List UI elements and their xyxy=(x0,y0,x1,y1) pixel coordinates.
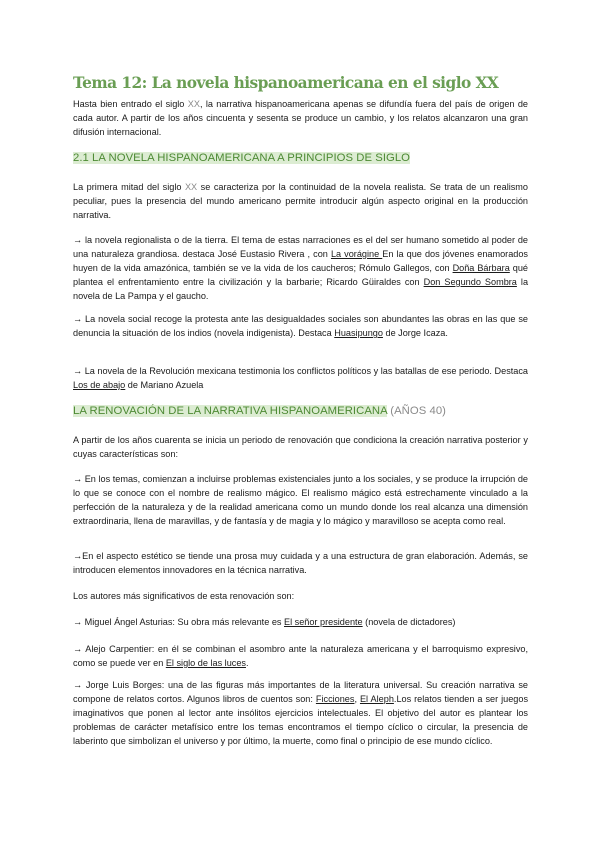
text: → La novela de la Revolución mexicana testimonia los conflictos políticos y las batallas de ese periodo. Destaca xyxy=(73,366,528,376)
section-heading-suffix: (AÑOS 40) xyxy=(387,405,446,417)
section-heading-text: 2.1 LA NOVELA HISPANOAMERICANA A PRINCIPIOS DE SIGLO xyxy=(73,152,411,164)
section-heading-2 xyxy=(73,405,446,417)
text: XX xyxy=(184,182,198,192)
section-heading-text: LA RENOVACIÓN DE LA NARRATIVA HISPANOAMERICANA xyxy=(73,405,388,417)
text: de Mariano Azuela xyxy=(125,380,204,390)
text: → Jorge Luis Borges: una de las figuras más importantes de la literatura universal. Su creación narrativa se compone de relatos cortos. Algunos libros de cuentos son: xyxy=(73,680,528,704)
section2-paragraph-7 xyxy=(73,678,528,748)
section2-paragraph-4: Los autores más significativos de esta renovación son: xyxy=(73,591,295,601)
work-title: Don Segundo Sombra xyxy=(423,277,517,287)
intro-paragraph xyxy=(73,97,528,139)
section1-paragraph-1 xyxy=(73,180,528,222)
text: . xyxy=(245,658,249,668)
text: Hasta bien entrado el siglo xyxy=(73,99,188,109)
section2-paragraph-5 xyxy=(73,615,528,629)
text: XX xyxy=(187,99,200,109)
text: En la que dos jóvenes enamorados huyen de la vida amazónica, también se ve la vida de los caucheros; Rómulo Gallegos, con xyxy=(73,249,528,273)
work-title: Ficciones xyxy=(315,694,355,704)
section2-paragraph-3: →En el aspecto estético se tiende una prosa muy cuidada y a una estructura de gran elaboración. Además, se introducen elementos innovadores en la técnica narrativa. xyxy=(73,551,528,575)
text: de Jorge Icaza. xyxy=(382,328,448,338)
work-title: El siglo de las luces xyxy=(165,658,246,668)
section2-paragraph-1: A partir de los años cuarenta se inicia un periodo de renovación que condiciona la creación narrativa posterior y cuyas características son: xyxy=(73,435,528,459)
section1-paragraph-3 xyxy=(73,312,528,340)
section2-paragraph-2: → En los temas, comienzan a incluirse problemas existenciales junto a los sociales, y se produce la irrupción de lo que se conoce con el nombre de realismo mágico. El realismo mágico está estrechamente vinculado a la perfección de la naturaleza y de la realidad americana como un mundo donde los real alcanza una dimensión extraordinaria, llena de maravillas, y de fantasía y de magia y lo mágico y maravilloso se acepta como real. xyxy=(73,474,528,526)
work-title: La vorágine xyxy=(330,249,383,259)
text: → Alejo Carpentier: en él se combinan el asombro ante la naturaleza americana y el barroquismo expresivo, como se puede ver en xyxy=(73,644,528,668)
work-title: Doña Bárbara xyxy=(452,263,510,273)
text: → la novela regionalista o de la tierra. El tema de estas narraciones es el del ser humano sometido al poder de una naturaleza grandiosa. destaca José Eustasio Rivera , con xyxy=(73,235,528,259)
work-title: Los de abajo xyxy=(73,380,126,390)
section1-paragraph-2 xyxy=(73,233,528,303)
section1-paragraph-4 xyxy=(73,364,528,392)
text: → Miguel Ángel Asturias: Su obra más relevante es xyxy=(73,617,284,627)
text: , xyxy=(354,694,360,704)
section2-paragraph-6 xyxy=(73,642,528,670)
text: → La novela social recoge la protesta ante las desigualdades sociales son abundantes las obras en las que se denuncia la situación de los indios (novela indigenista). Destaca xyxy=(73,314,528,338)
work-title: El Aleph xyxy=(359,694,394,704)
text: .Los relatos tienden a ser juegos imaginativos que ponen al lector ante insólitos ejercicios intelectuales. El objetivo del autor es plantear los problemas de carácter metafísico entre los temas encontramos el tiempo cíclico o circular, la presencia de laberinto que simbolizan el universo y por último, la muerte, como final o principio de ese mundo cíclico. xyxy=(73,694,529,746)
text: se caracteriza por la continuidad de la novela realista. Se trata de un realismo peculiar, pues la presencia del mundo americano permite introducir algún aspecto original en la producción narrativa. xyxy=(73,182,528,220)
text: qué plantea el enfrentamiento entre la civilización y la barbarie; Ricardo Güiraldes con xyxy=(73,263,528,287)
work-title: El señor presidente xyxy=(284,617,363,627)
section-heading-1 xyxy=(73,152,410,164)
text: La primera mitad del siglo xyxy=(73,182,185,192)
page-title: Tema 12: La novela hispanoamericana en el siglo XX xyxy=(73,74,499,92)
text: , la narrativa hispanoamericana apenas se difundía fuera del país de origen de cada autor. A partir de los años cincuenta y sesenta se produce un cambio, y los relatos alcanzaron una gran difusión internacional. xyxy=(73,99,528,137)
work-title: Huasipungo xyxy=(334,328,383,338)
text: la novela de La Pampa y el gaucho. xyxy=(73,277,529,301)
text: (novela de dictadores) xyxy=(362,617,456,627)
